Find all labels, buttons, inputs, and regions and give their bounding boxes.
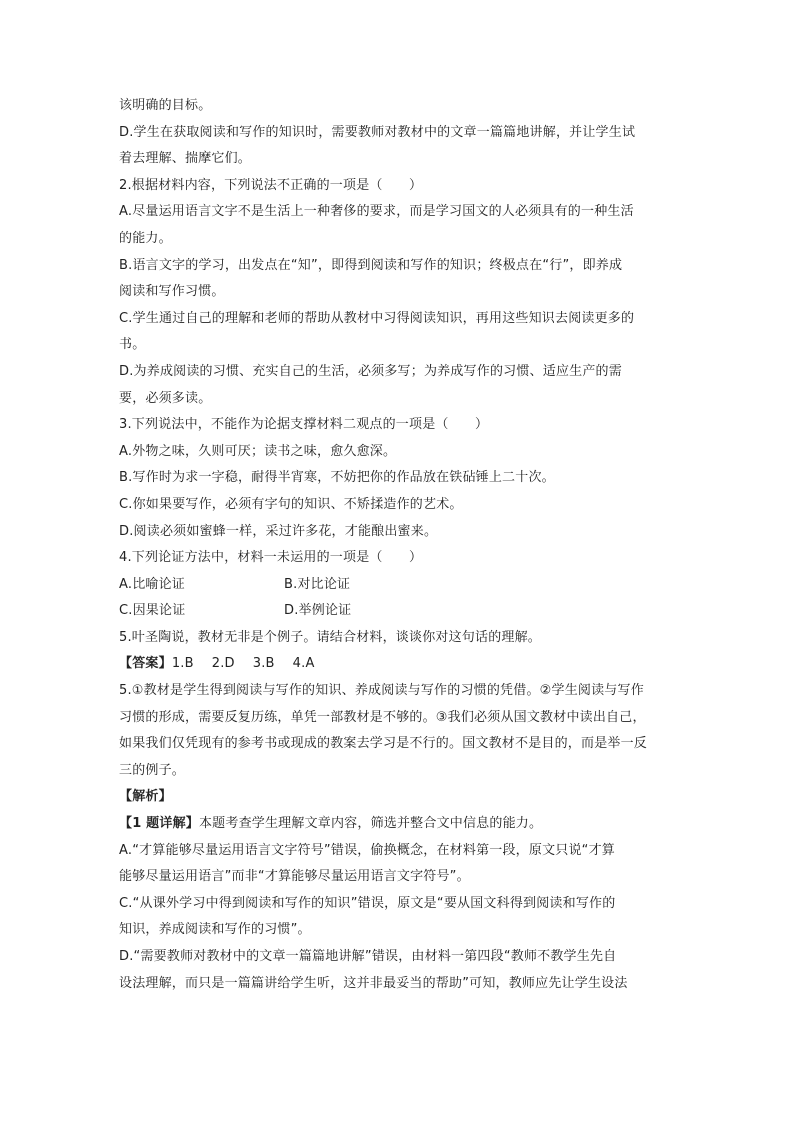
text-line: 书。 xyxy=(119,337,146,353)
detail-text: 本题考查学生理解文章内容，筛选并整合文中信息的能力。 xyxy=(198,816,543,832)
text-line: 设法理解，而只是一篇篇讲给学生听，这并非最妥当的帮助”可知，教师应先让学生设法 xyxy=(119,975,628,991)
text-line: 要，必须多读。 xyxy=(119,390,212,406)
text-line: C.你如果要写作，必须有字句的知识、不矫揉造作的艺术。 xyxy=(119,496,463,512)
question-5: 5.叶圣陶说，教材无非是个例子。请结合材料，谈谈你对这句话的理解。 xyxy=(119,629,542,645)
text-line: 能够尽量运用语言”而非“才算能够尽量运用语言文字符号”。 xyxy=(119,869,470,885)
text-line: 三的例子。 xyxy=(119,762,186,778)
detail-label: 【1 题详解】 xyxy=(119,816,199,832)
text-line: 着去理解、揣摩它们。 xyxy=(119,151,252,167)
answer-row xyxy=(119,651,679,678)
answer-item: 3.B xyxy=(252,656,275,672)
text-line: C.“从课外学习中得到阅读和写作的知识”错误，原文是“要从国文科得到阅读和写作的 xyxy=(119,895,616,911)
text-line: A.“才算能够尽量运用语言文字符号”错误，偷换概念，在材料第一段，原文只说“才算 xyxy=(119,842,616,858)
text-line: D.为养成阅读的习惯、充实自己的生活，必须多写；为养成写作的习惯、适应生产的需 xyxy=(119,363,622,379)
question-2: 2.根据材料内容，下列说法不正确的一项是（ ） xyxy=(119,177,423,193)
text-line: B.写作时为求一字稳，耐得半宵寒，不妨把你的作品放在铁砧锤上二十次。 xyxy=(119,470,555,486)
text-line: 的能力。 xyxy=(119,230,172,246)
analysis-label: 【解析】 xyxy=(119,789,172,805)
option-c: C.因果论证 xyxy=(119,603,186,619)
option-b: B.对比论证 xyxy=(284,576,351,592)
text-line: 阅读和写作习惯。 xyxy=(119,284,225,300)
page-content xyxy=(119,93,679,997)
option-a: A.比喻论证 xyxy=(119,576,185,592)
answer-item: 2.D xyxy=(211,656,235,672)
answer-item: 1.B xyxy=(171,656,194,672)
text-line: A.外物之味，久则可厌；读书之味，愈久愈深。 xyxy=(119,443,397,459)
option-row xyxy=(119,598,679,625)
text-line: 该明确的目标。 xyxy=(119,98,212,113)
detail-row xyxy=(119,811,679,838)
text-line: 如果我们仅凭现有的参考书或现成的教案去学习是不行的。国文教材不是目的，而是举一反 xyxy=(119,736,648,752)
question-4: 4.下列论证方法中，材料一未运用的一项是（ ） xyxy=(119,550,423,566)
text-line: B.语言文字的学习，出发点在“知”，即得到阅读和写作的知识；终极点在“行”，即养成 xyxy=(119,257,623,273)
answer-label: 【答案】 xyxy=(119,656,172,672)
text-line: C.学生通过自己的理解和老师的帮助从教材中习得阅读知识，再用这些知识去阅读更多的 xyxy=(119,310,635,326)
text-line: 知识，养成阅读和写作的习惯”。 xyxy=(119,922,311,938)
text-line: 习惯的形成，需要反复历练，单凭一部教材是不够的。③我们必须从国文教材中读出自己， xyxy=(119,709,646,725)
option-row xyxy=(119,572,679,599)
text-line: D.“需要教师对教材中的文章一篇篇地讲解”错误，由材料一第四段“教师不教学生先自 xyxy=(119,949,617,964)
answer-item: 4.A xyxy=(292,656,315,672)
text-line: A.尽量运用语言文字不是生活上一种奢侈的要求，而是学习国文的人必须具有的一种生活 xyxy=(119,204,634,220)
text-line: D.学生在获取阅读和写作的知识时，需要教师对教材中的文章一篇篇地讲解，并让学生试 xyxy=(119,124,636,140)
text-line: D.阅读必须如蜜蜂一样，采过许多花，才能酿出蜜来。 xyxy=(119,523,438,539)
text-line: 5.①教材是学生得到阅读与写作的知识、养成阅读与写作的习惯的凭借。②学生阅读与写作 xyxy=(119,683,644,699)
question-3: 3.下列说法中，不能作为论据支撑材料二观点的一项是（ ） xyxy=(119,417,489,433)
option-d: D.举例论证 xyxy=(284,603,352,619)
